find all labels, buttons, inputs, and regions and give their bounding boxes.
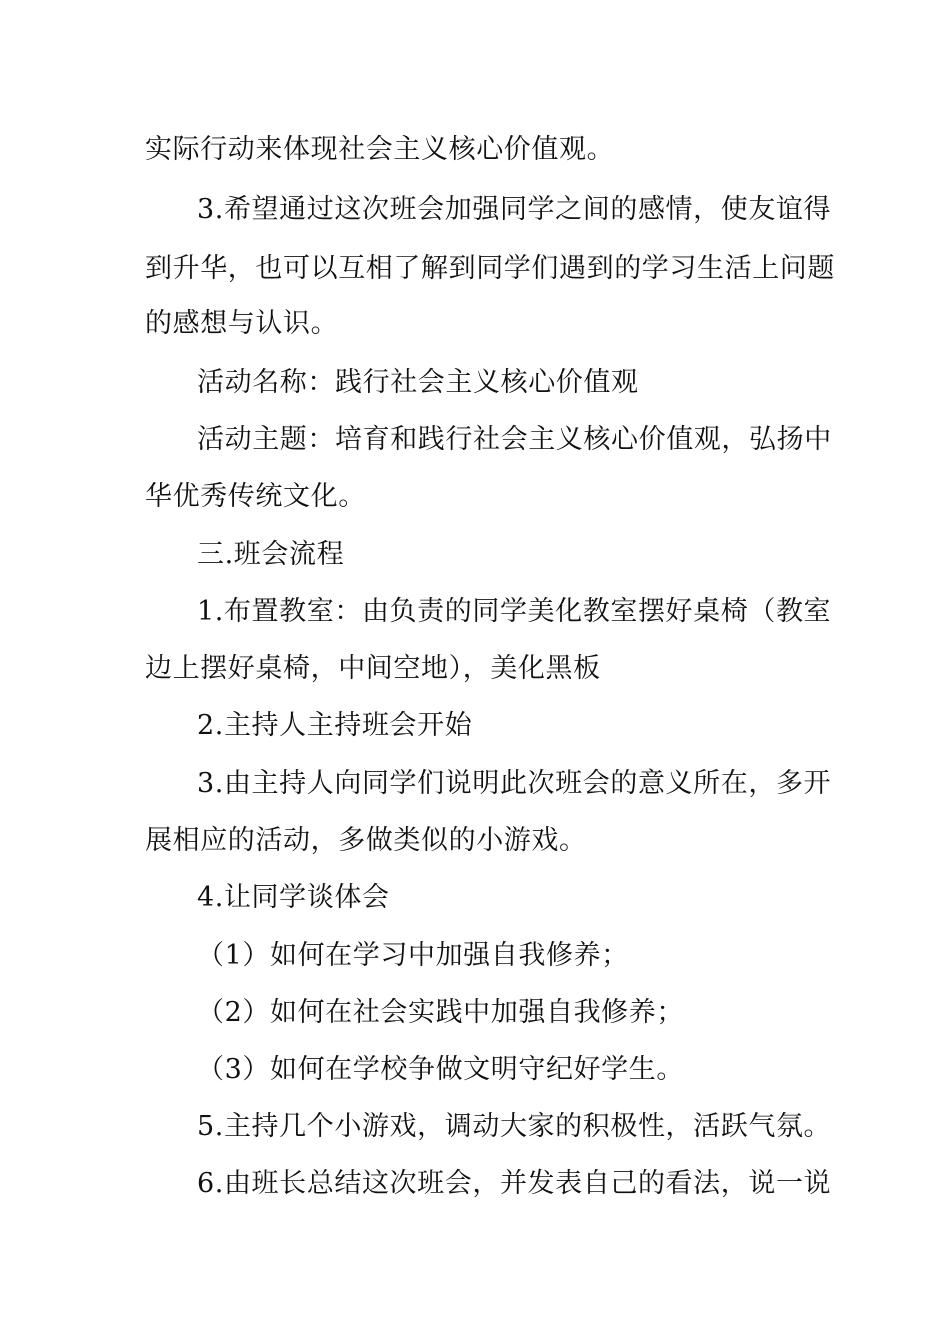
list-item: 2.主持人主持班会开始 [197, 710, 473, 741]
text-line: 华优秀传统文化。 [145, 481, 366, 512]
activity-name-line: 活动名称：践行社会主义核心价值观 [197, 367, 639, 398]
activity-theme-line: 活动主题：培育和践行社会主义核心价值观，弘扬中 [197, 424, 832, 455]
text-line: 实际行动来体现社会主义核心价值观。 [145, 134, 615, 165]
list-item: 4.让同学谈体会 [197, 882, 390, 913]
text-line: 边上摆好桌椅，中间空地），美化黑板 [145, 653, 601, 684]
text-line: 展相应的活动，多做类似的小游戏。 [145, 825, 587, 856]
text-line: 3.希望通过这次班会加强同学之间的感情，使友谊得 [197, 194, 832, 225]
sub-list-item: （3）如何在学校争做文明守纪好学生。 [197, 1054, 684, 1085]
sub-list-item: （2）如何在社会实践中加强自我修养； [197, 997, 684, 1028]
section-heading: 三.班会流程 [197, 539, 345, 570]
text-line: 到升华，也可以互相了解到同学们遇到的学习生活上问题 [145, 253, 835, 284]
list-item: 3.由主持人向同学们说明此次班会的意义所在，多开 [197, 768, 832, 799]
list-item: 5.主持几个小游戏，调动大家的积极性，活跃气氛。 [197, 1111, 832, 1142]
list-item: 6.由班长总结这次班会，并发表自己的看法，说一说 [197, 1168, 832, 1199]
text-line: 的感想与认识。 [145, 308, 339, 339]
sub-list-item: （1）如何在学习中加强自我修养； [197, 940, 629, 971]
list-item: 1.布置教室：由负责的同学美化教室摆好桌椅（教室 [197, 596, 832, 627]
